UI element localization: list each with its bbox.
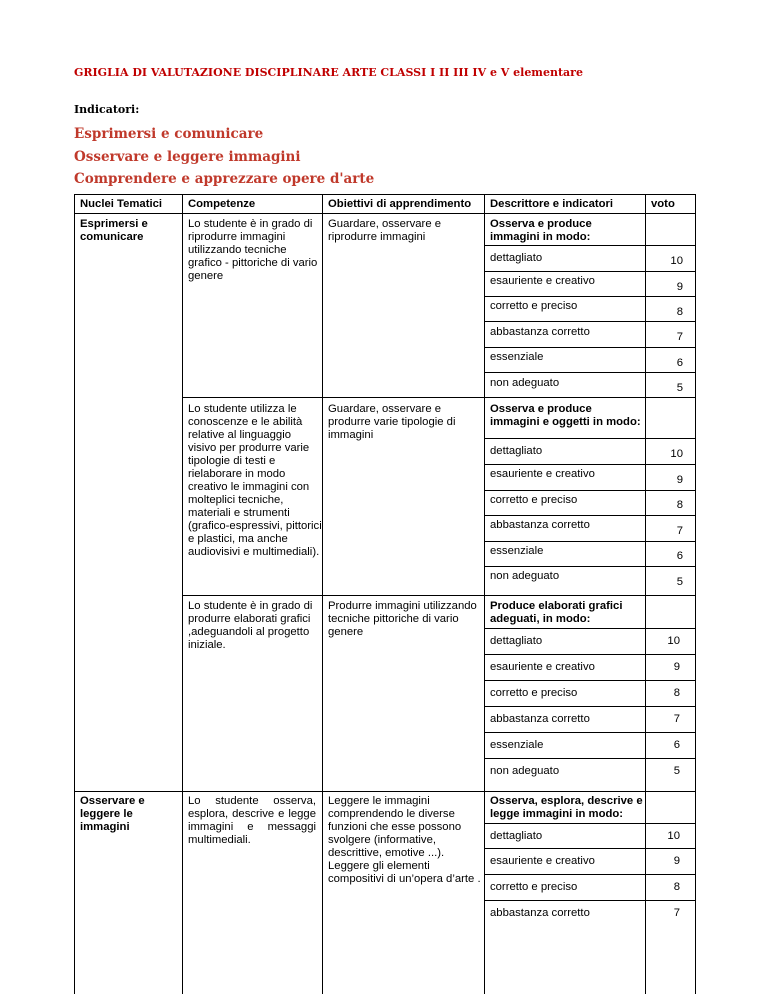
competenza-text: Lo studente utilizza le conoscenze e le abilità relative al linguaggio visivo per produrre varie tipologie di testi e rielaborare in modo creativo le immagini con molteplici tecniche, materiali e strumenti (grafico-espressivi, pittorici e plastici, ma anche audiovisivi e multimediali). (188, 403, 322, 558)
nucleo-esprimersi: Esprimersi e comunicare (80, 218, 148, 243)
voto-label: dettagliato (490, 830, 543, 842)
competenza-text: Lo studente è in grado di riprodurre immagini utilizzando tecniche grafico - pittoriche di vario genere (188, 218, 318, 282)
voto-value: 7 (676, 525, 683, 537)
obiettivo-text: Produrre immagini utilizzando tecniche pittoriche di vario genere (328, 600, 477, 638)
voto-value: 5 (673, 765, 680, 777)
voto-value: 8 (673, 687, 680, 699)
voto-value: 7 (673, 713, 680, 725)
voto-value: 7 (676, 331, 683, 343)
header-obiettivi: Obiettivi di apprendimento (328, 198, 472, 210)
voto-value: 6 (673, 739, 680, 751)
voto-value: 5 (676, 576, 683, 588)
voto-label: corretto e preciso (490, 687, 578, 699)
voto-label: esauriente e creativo (490, 855, 595, 867)
voto-value: 6 (676, 550, 683, 562)
header-competenze: Competenze (188, 198, 256, 210)
voto-label: non adeguato (490, 765, 560, 777)
voto-label: corretto e preciso (490, 881, 578, 893)
voto-label: esauriente e creativo (490, 275, 595, 287)
obiettivo-text: Leggere le immagini comprendendo le diverse funzioni che esse possono svolgere (informative, descrittive, emotive ...). Leggere gli elementi compositivi di un’opera d’arte . (328, 795, 481, 885)
indicator-comprendere: Comprendere e apprezzare opere d'arte (74, 171, 375, 187)
voto-label: essenziale (490, 739, 544, 751)
voto-value: 8 (676, 306, 683, 318)
competenza-text: Lo studente è in grado di produrre elaborati grafici ,adeguandoli al progetto iniziale. (188, 600, 313, 651)
voto-label: corretto e preciso (490, 494, 578, 506)
voto-value: 8 (676, 499, 683, 511)
evaluation-table (74, 194, 696, 994)
voto-label: abbastanza corretto (490, 713, 590, 725)
descrittore-text: Osserva e produce immagini in modo: (490, 218, 592, 243)
voto-value: 9 (676, 281, 683, 293)
voto-value: 6 (676, 357, 683, 369)
voto-label: non adeguato (490, 377, 560, 389)
obiettivo-text: Guardare, osservare e produrre varie tipologie di immagini (328, 403, 456, 441)
document-title: GRIGLIA DI VALUTAZIONE DISCIPLINARE ARTE CLASSI I II III IV e V elementare (74, 66, 583, 79)
voto-value: 10 (670, 448, 683, 460)
voto-label: abbastanza corretto (490, 326, 590, 338)
voto-label: essenziale (490, 545, 544, 557)
competenza-text: Lo studente osserva, esplora, descrive e legge immagini e messaggi multimediali. (188, 795, 316, 846)
indicator-esprimersi: Esprimersi e comunicare (74, 126, 264, 142)
header-voto: voto (651, 198, 675, 210)
voto-label: dettagliato (490, 252, 543, 264)
voto-label: esauriente e creativo (490, 661, 595, 673)
voto-value: 10 (670, 255, 683, 267)
voto-label: abbastanza corretto (490, 519, 590, 531)
voto-label: dettagliato (490, 445, 543, 457)
voto-label: corretto e preciso (490, 300, 578, 312)
voto-label: abbastanza corretto (490, 907, 590, 919)
nucleo-osservare: Osservare e leggere le immagini (80, 795, 145, 833)
indicators-label: Indicatori: (74, 103, 140, 116)
header-descrittore: Descrittore e indicatori (490, 198, 614, 210)
voto-label: esauriente e creativo (490, 468, 595, 480)
voto-label: essenziale (490, 351, 544, 363)
obiettivo-text: Guardare, osservare e riprodurre immagini (328, 218, 442, 243)
voto-value: 7 (673, 907, 680, 919)
voto-value: 8 (673, 881, 680, 893)
descrittore-text: Osserva e produce immagini e oggetti in modo: (490, 403, 641, 428)
header-nuclei: Nuclei Tematici (80, 198, 163, 210)
voto-value: 10 (667, 635, 680, 647)
voto-value: 9 (673, 855, 680, 867)
voto-label: non adeguato (490, 570, 560, 582)
voto-value: 9 (676, 474, 683, 486)
indicator-osservare: Osservare e leggere immagini (74, 149, 301, 165)
descrittore-text: Produce elaborati grafici adeguati, in modo: (490, 600, 623, 625)
voto-value: 9 (673, 661, 680, 673)
voto-label: dettagliato (490, 635, 543, 647)
voto-value: 5 (676, 382, 683, 394)
descrittore-text: Osserva, esplora, descrive e legge immagini in modo: (490, 795, 643, 820)
voto-value: 10 (667, 830, 680, 842)
